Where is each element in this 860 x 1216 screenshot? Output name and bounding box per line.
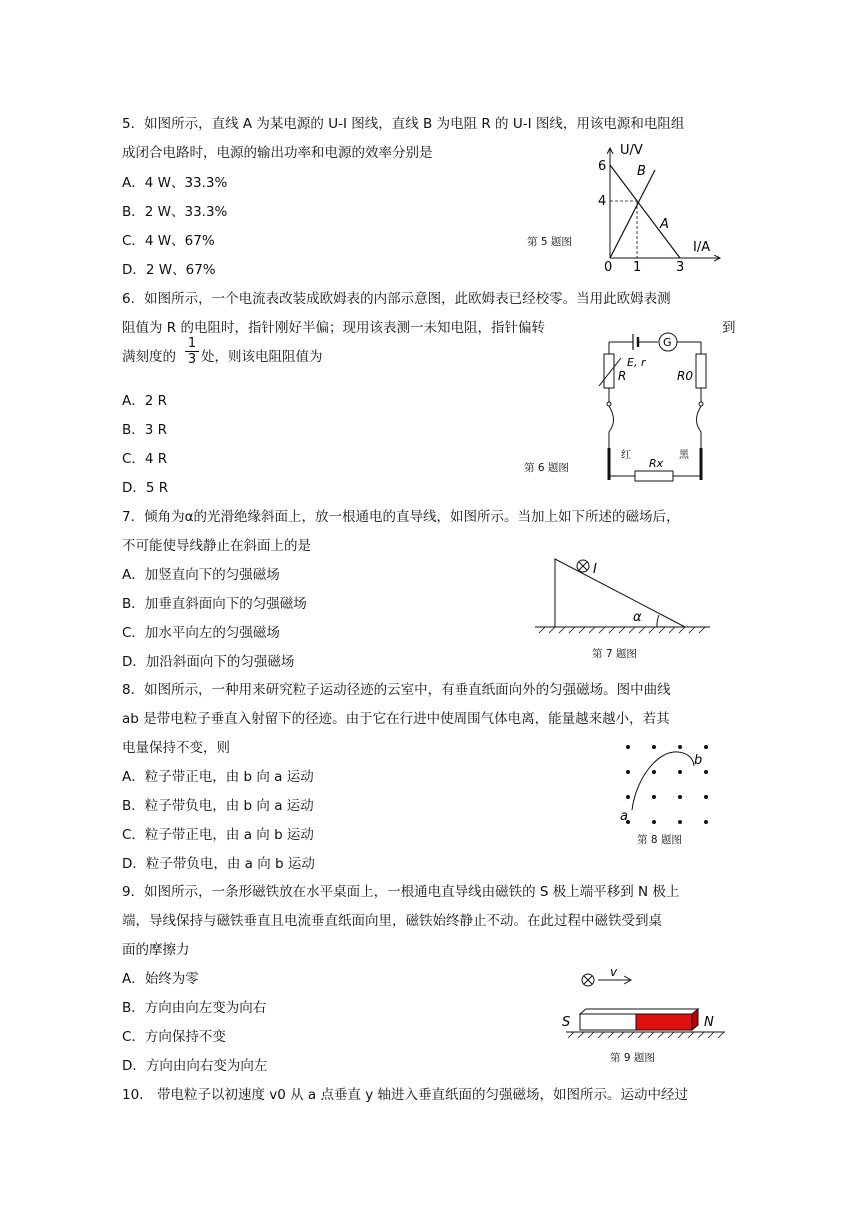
- magnet-n-half: [636, 1014, 692, 1030]
- q6-ohmmeter-circuit: [595, 330, 720, 490]
- q6-fraction: $\frac{1}{3}$: [185, 336, 199, 367]
- track-ab: [632, 752, 694, 810]
- svg-text:I: I: [593, 562, 597, 577]
- svg-text:3: 3: [676, 260, 685, 275]
- q6-line2b: 到: [722, 320, 736, 336]
- svg-text:N: N: [704, 1015, 714, 1030]
- q5-option-a: A．4 W、33.3%: [122, 175, 228, 191]
- q9-option-d: D．方向由向右变为向左: [122, 1058, 268, 1074]
- q7-option-a: A．加竖直向下的匀强磁场: [122, 567, 280, 583]
- q9-option-a: A．始终为零: [122, 971, 199, 987]
- q9-option-b: B．方向由向左变为向右: [122, 1000, 267, 1016]
- svg-text:E, r: E, r: [627, 356, 646, 369]
- rheostat-r: [604, 354, 614, 388]
- q5-caption: 第 5 题图: [527, 236, 572, 248]
- q6-caption: 第 6 题图: [524, 462, 569, 474]
- svg-text:R0: R0: [677, 369, 693, 383]
- q7-option-d: D．加沿斜面向下的匀强磁场: [122, 654, 295, 670]
- svg-text:1: 1: [633, 260, 642, 275]
- q5-option-c: C．4 W、67%: [122, 233, 215, 249]
- q6-line3a: 满刻度的: [122, 349, 176, 365]
- q8-option-d: D．粒子带负电，由 a 向 b 运动: [122, 856, 315, 872]
- q6-option-c: C．4 R: [122, 451, 168, 467]
- svg-text:Rx: Rx: [649, 457, 664, 470]
- q5-line2: 成闭合电路时，电源的输出功率和电源的效率分别是: [122, 145, 433, 161]
- q6-line2a: 阻值为 R 的电阻时，指针刚好半偏；现用该表测一未知电阻，指针偏转: [122, 320, 545, 336]
- q6-line3b: 处，则该电阻阻值为: [201, 349, 323, 365]
- svg-text:黑: 黑: [679, 450, 689, 461]
- q5-option-b: B．2 W、33.3%: [122, 204, 228, 220]
- svg-text:b: b: [694, 753, 703, 768]
- q9-option-c: C．方向保持不变: [122, 1029, 226, 1045]
- q7-caption: 第 7 题图: [592, 648, 637, 660]
- q5-y-axis-label: U/V: [620, 143, 643, 158]
- svg-text:S: S: [562, 1015, 571, 1030]
- svg-text:A: A: [660, 217, 669, 232]
- q6-option-a: A．2 R: [122, 393, 167, 409]
- q9-line3: 面的摩擦力: [122, 942, 190, 958]
- q7-line1: 7．倾角为α的光滑绝缘斜面上，放一根通电的直导线，如图所示。当加上如下所述的磁场后，: [122, 509, 680, 525]
- q8-option-b: B．粒子带负电，由 b 向 a 运动: [122, 798, 314, 814]
- q5-x-axis-label: I/A: [693, 240, 711, 255]
- q8-line2: ab 是带电粒子垂直入射留下的径迹。由于它在行进中使周围气体电离，能量越来越小，若其: [122, 711, 670, 727]
- svg-text:红: 红: [621, 450, 631, 461]
- svg-text:a: a: [620, 809, 628, 824]
- q7-option-b: B．加垂直斜面向下的匀强磁场: [122, 596, 307, 612]
- q6-option-b: B．3 R: [122, 422, 168, 438]
- q5-option-d: D．2 W、67%: [122, 262, 216, 278]
- q5-line-b: [610, 170, 655, 258]
- resistor-rx: [635, 471, 673, 481]
- q8-option-c: C．粒子带正电，由 a 向 b 运动: [122, 827, 314, 843]
- q9-line2: 端，导线保持与磁铁垂直且电流垂直纸面向里，磁铁始终静止不动。在此过程中磁铁受到桌: [122, 913, 662, 929]
- svg-text:G: G: [663, 336, 672, 349]
- q7-option-c: C．加水平向左的匀强磁场: [122, 625, 280, 641]
- q5-ui-graph: [590, 140, 730, 275]
- q9-line1: 9．如图所示，一条形磁铁放在水平桌面上，一根通电直导线由磁铁的 S 极上端平移到 N 极上: [122, 884, 680, 900]
- q7-incline-figure: [535, 555, 715, 635]
- q5-line1: 5．如图所示，直线 A 为某电源的 U-I 图线，直线 B 为电阻 R 的 U-I 图线，用该电源和电阻组: [122, 116, 685, 132]
- q6-option-d: D．5 R: [122, 480, 169, 496]
- svg-text:R: R: [618, 369, 627, 383]
- svg-text:0: 0: [604, 260, 613, 275]
- svg-text:4: 4: [598, 194, 607, 209]
- svg-text:v: v: [610, 965, 618, 979]
- q8-cloud-chamber-figure: [618, 738, 718, 833]
- svg-text:B: B: [637, 164, 646, 179]
- q8-caption: 第 8 题图: [637, 834, 682, 846]
- q10-line1: 10． 带电粒子以初速度 v0 从 a 点垂直 y 轴进入垂直纸面的匀强磁场，如图所示。运动中经过: [122, 1087, 689, 1103]
- q8-line1: 8．如图所示，一种用来研究粒子运动径迹的云室中，有垂直纸面向外的匀强磁场。图中曲线: [122, 682, 671, 698]
- svg-text:α: α: [633, 610, 642, 625]
- q9-magnet-figure: [560, 965, 730, 1045]
- q7-line2: 不可能使导线静止在斜面上的是: [122, 538, 311, 554]
- q8-line3: 电量保持不变，则: [122, 740, 230, 756]
- q6-line1: 6．如图所示，一个电流表改装成欧姆表的内部示意图，此欧姆表已经校零。当用此欧姆表测: [122, 291, 671, 307]
- q8-option-a: A．粒子带正电，由 b 向 a 运动: [122, 769, 314, 785]
- magnet-s-half: [580, 1014, 636, 1030]
- svg-text:6: 6: [598, 159, 607, 174]
- resistor-r0: [696, 354, 706, 388]
- q9-caption: 第 9 题图: [610, 1052, 655, 1064]
